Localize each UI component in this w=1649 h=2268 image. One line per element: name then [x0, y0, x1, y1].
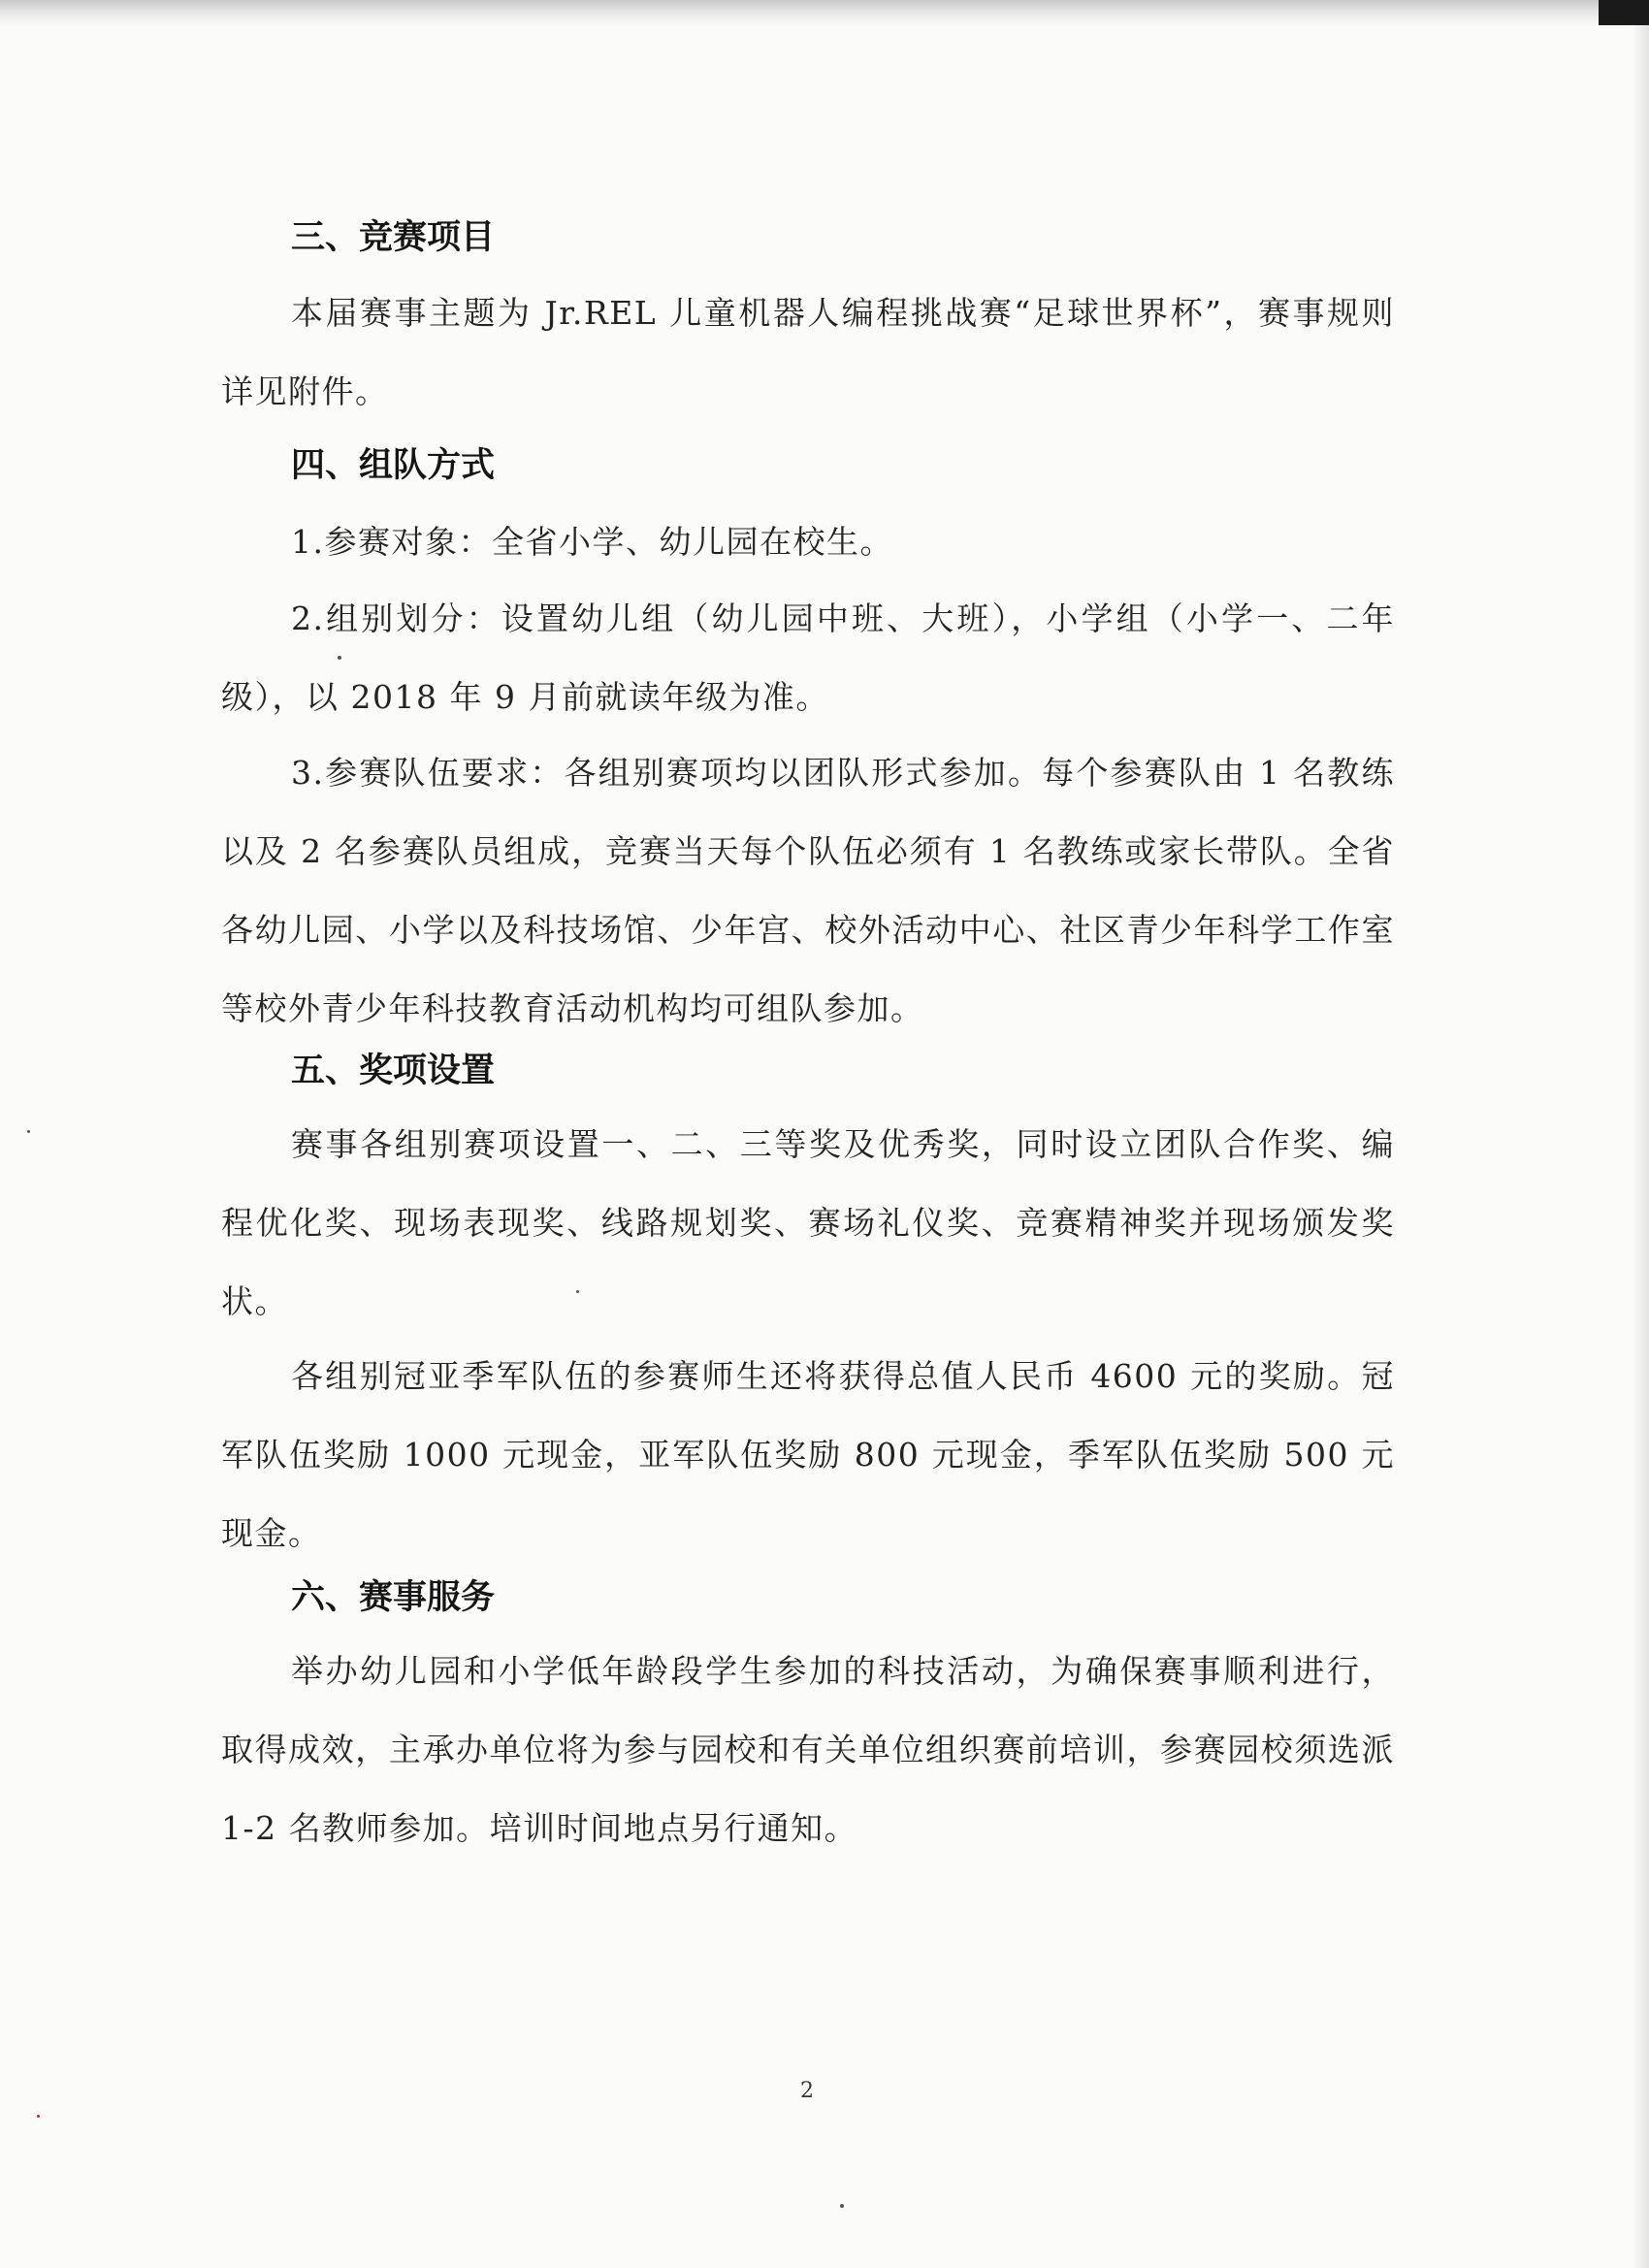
scan-speck	[576, 1290, 579, 1293]
paragraph-prize-money: 各组别冠亚季军队伍的参赛师生还将获得总值人民币 4600 元的奖励。冠军队伍奖励 1000 元现金，亚军队伍奖励 800 元现金，季军队伍奖励 500 元现金。	[221, 1357, 1395, 1552]
page-number: 2	[800, 2079, 814, 2103]
paragraph-participants: 1.参赛对象：全省小学、幼儿园在校生。	[291, 523, 893, 561]
section-heading-event-services: 六、赛事服务	[291, 1578, 496, 1617]
scan-speck	[338, 656, 341, 660]
section-heading-competition-items: 三、竞赛项目	[291, 218, 496, 257]
paragraph-team-requirements: 3.参赛队伍要求：各组别赛项均以团队形式参加。每个参赛队由 1 名教练以及 2 名参赛队员组成，竞赛当天每个队伍必须有 1 名教练或家长带队。全省各幼儿园、小学以及科技场馆、少年宫、校外活动中心、社区青少年科学工作室等校外青少年科技教育活动机构均可组队参加。	[221, 754, 1395, 1027]
scan-speck	[37, 2115, 40, 2118]
section-heading-team-formation: 四、组队方式	[291, 446, 496, 485]
paragraph-award-categories: 赛事各组别赛项设置一、二、三等奖及优秀奖，同时设立团队合作奖、编程优化奖、现场表现奖、线路规划奖、赛场礼仪奖、竞赛精神奖并现场颁发奖状。	[221, 1125, 1395, 1320]
paragraph-training: 举办幼儿园和小学低年龄段学生参加的科技活动，为确保赛事顺利进行，取得成效，主承办单位将为参与园校和有关单位组织赛前培训，参赛园校须选派 1-2 名教师参加。培训时间地点另行通知。	[221, 1652, 1395, 1847]
paragraph-competition-theme: 本届赛事主题为 Jr.REL 儿童机器人编程挑战赛“足球世界杯”，赛事规则详见附件。	[221, 294, 1395, 410]
section-heading-awards: 五、奖项设置	[291, 1052, 496, 1090]
scan-speck	[840, 2204, 844, 2208]
scan-speck	[27, 1130, 30, 1133]
paragraph-group-division: 2.组别划分：设置幼儿组（幼儿园中班、大班），小学组（小学一、二年级），以 2018 年 9 月前就读年级为准。	[221, 599, 1395, 716]
